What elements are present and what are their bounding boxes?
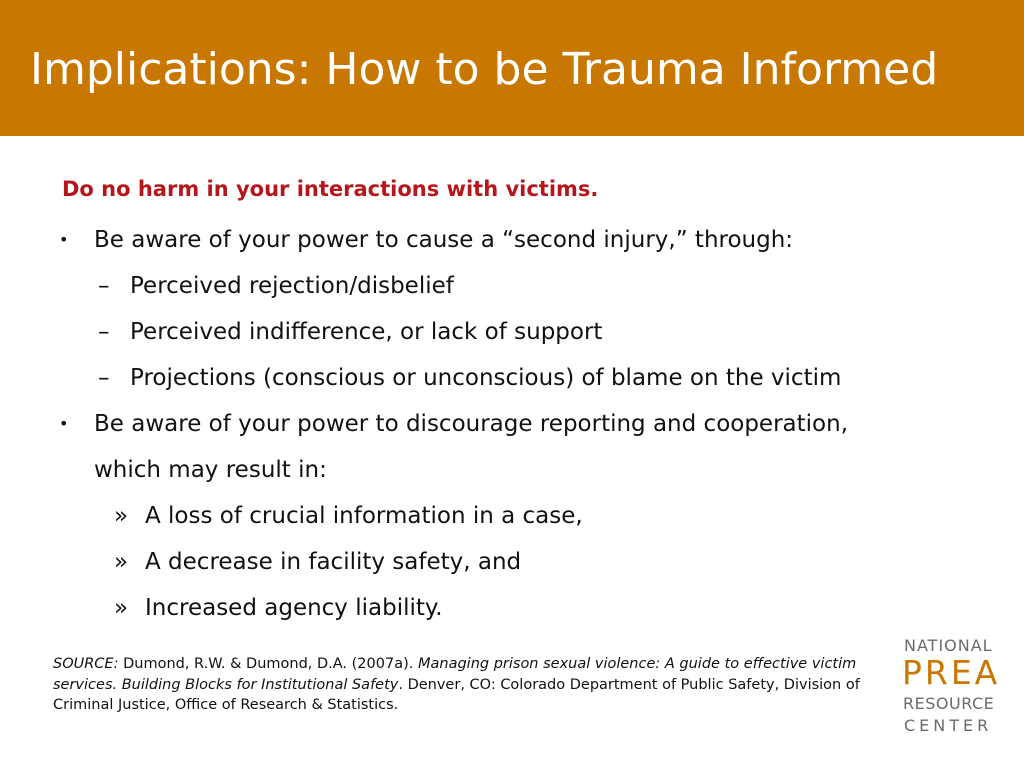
- bullet-icon: •: [59, 414, 69, 433]
- sub-item: [114, 547, 522, 577]
- dash-icon: –: [98, 273, 110, 299]
- bullet-item: [59, 409, 849, 439]
- bullet-text-continued: which may result in:: [94, 457, 327, 483]
- sub-item: [98, 271, 454, 301]
- bullet-icon: •: [59, 230, 69, 249]
- sub-item: [114, 593, 443, 623]
- source-citation: [53, 654, 903, 716]
- source-label: SOURCE:: [53, 656, 119, 672]
- title-bar: [0, 0, 1024, 136]
- source-publisher: . Denver, CO: Colorado Department of Public Safety, Division of Criminal Justice, Office of Research & Statistics.: [53, 676, 860, 713]
- sub-item-text: A decrease in facility safety, and: [145, 549, 522, 575]
- chevron-right-icon: »: [114, 503, 129, 529]
- sub-item-text: Increased agency liability.: [145, 595, 443, 621]
- bullet-item: [59, 225, 794, 255]
- logo-line-resource: RESOURCE: [903, 694, 995, 713]
- slide-title: Implications: How to be Trauma Informed: [30, 44, 939, 95]
- sub-item: [98, 363, 842, 393]
- section-heading: Do no harm in your interactions with victims.: [62, 177, 599, 201]
- logo-line-national: NATIONAL: [904, 636, 993, 655]
- sub-item: [114, 501, 583, 531]
- source-title: Managing prison sexual violence: A guide to effective victim services. Building Blocks for Institutional Safety: [53, 656, 857, 693]
- chevron-right-icon: »: [114, 595, 129, 621]
- sub-item-text: A loss of crucial information in a case,: [145, 503, 583, 529]
- bullet-text: Be aware of your power to discourage reporting and cooperation,: [94, 411, 849, 437]
- logo-line-center: CENTER: [904, 716, 993, 735]
- chevron-right-icon: »: [114, 549, 129, 575]
- sub-item-text: Projections (conscious or unconscious) of blame on the victim: [130, 365, 842, 391]
- sub-item: [98, 317, 603, 347]
- logo-line-prea: PREA: [902, 653, 1001, 692]
- source-authors: Dumond, R.W. & Dumond, D.A. (2007a).: [118, 656, 418, 672]
- bullet-text: Be aware of your power to cause a “second injury,” through:: [94, 227, 794, 253]
- dash-icon: –: [98, 319, 110, 345]
- sub-item-text: Perceived indifference, or lack of support: [130, 319, 603, 345]
- sub-item-text: Perceived rejection/disbelief: [130, 273, 454, 299]
- dash-icon: –: [98, 365, 110, 391]
